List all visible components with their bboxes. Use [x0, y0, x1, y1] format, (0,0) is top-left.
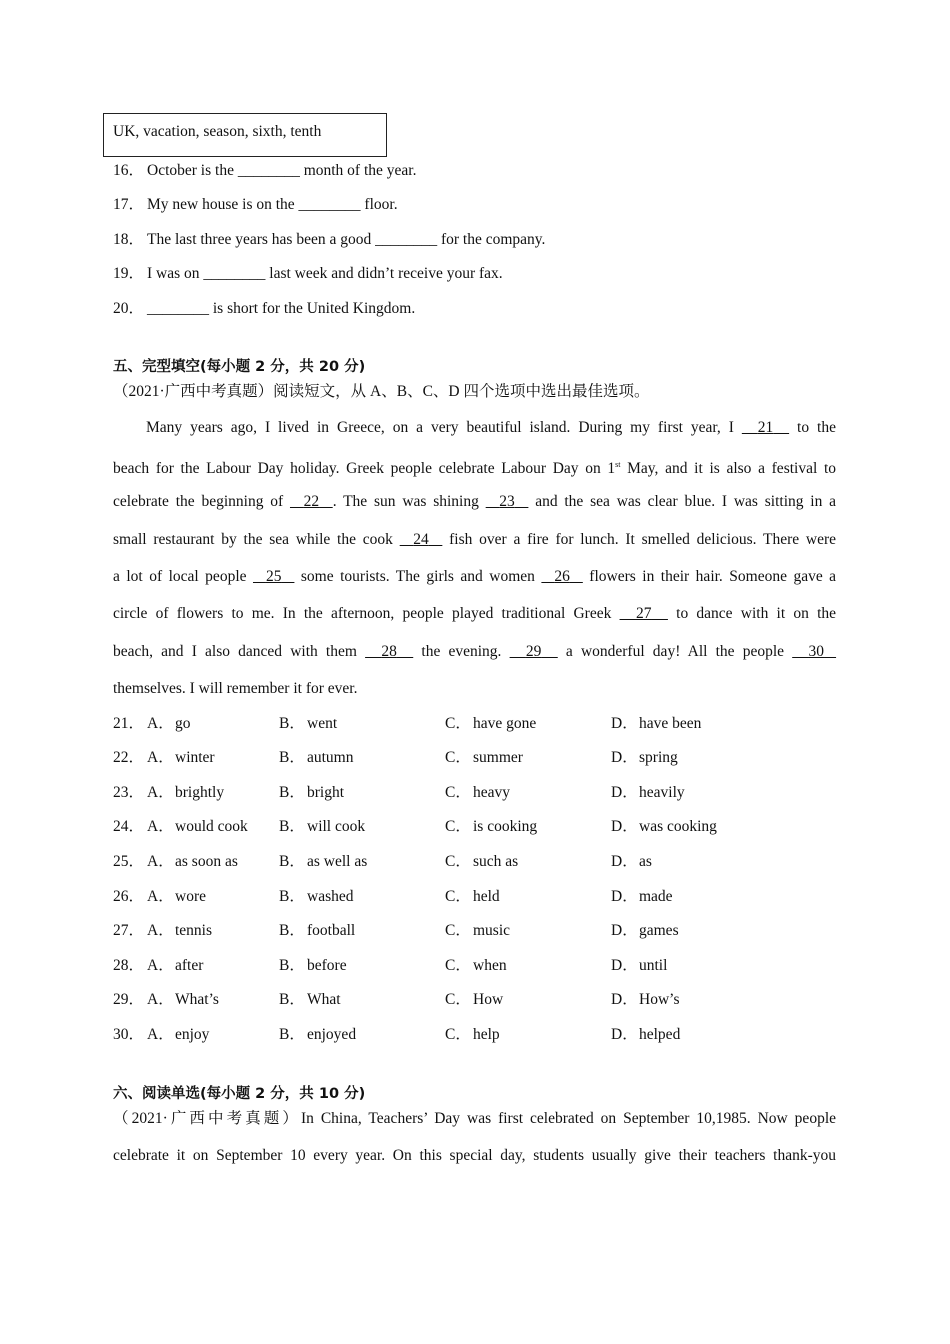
- passage-text: circle of flowers to me. In the afternoon, people played traditional Greek: [113, 605, 620, 622]
- blank-number: 27: [635, 605, 652, 622]
- passage-text: a lot of local people: [113, 568, 253, 585]
- option-number: 28．: [113, 957, 145, 974]
- option-letter: D．: [611, 749, 638, 766]
- passage-line: [113, 605, 836, 623]
- question-number: 18．: [113, 231, 145, 248]
- passage-text: celebrate the beginning of: [113, 493, 290, 510]
- option-letter: D．: [611, 922, 638, 939]
- passage-text: some tourists. The girls and women: [294, 568, 542, 585]
- option-c[interactable]: is cooking: [473, 818, 538, 835]
- option-letter: C．: [445, 1026, 471, 1043]
- question-number: 17．: [113, 196, 145, 213]
- passage-line: [113, 456, 836, 478]
- option-number: 25．: [113, 853, 145, 870]
- blank-26[interactable]: [541, 568, 582, 585]
- option-letter: A．: [147, 957, 174, 974]
- option-c[interactable]: such as: [473, 853, 519, 870]
- option-letter: B．: [279, 1026, 305, 1043]
- option-d[interactable]: made: [639, 888, 673, 905]
- blank-number: 24: [413, 531, 429, 548]
- word-box: [103, 113, 387, 157]
- passage-line: [113, 419, 836, 437]
- section-6-line: （2021·广西中考真题）In China, Teachers’ Day was first celebrated on September 10,1985. Now people: [113, 1110, 836, 1127]
- option-number: 27．: [113, 922, 145, 939]
- passage-line: [113, 531, 836, 549]
- passage-text: themselves. I will remember it for ever.: [113, 680, 358, 697]
- option-number: 23．: [113, 784, 145, 801]
- option-letter: A．: [147, 818, 174, 835]
- passage-text: beach for the Labour Day holiday. Greek people celebrate Labour Day on 1: [113, 460, 616, 478]
- passage-text: a wonderful day! All the people: [557, 643, 793, 660]
- passage-text: to the: [789, 419, 836, 436]
- option-b[interactable]: enjoyed: [307, 1026, 357, 1043]
- option-c[interactable]: heavy: [473, 784, 511, 801]
- option-c[interactable]: when: [473, 957, 507, 974]
- passage-text: the evening.: [413, 643, 510, 660]
- option-d[interactable]: spring: [639, 749, 678, 766]
- option-letter: B．: [279, 853, 305, 870]
- option-letter: A．: [147, 922, 174, 939]
- option-letter: A．: [147, 715, 174, 732]
- option-c[interactable]: summer: [473, 749, 523, 766]
- question-text: I was on ________ last week and didn’t receive your fax.: [147, 265, 503, 282]
- option-c[interactable]: help: [473, 1026, 500, 1043]
- blank-number: 22: [303, 493, 320, 510]
- option-a[interactable]: go: [175, 715, 191, 732]
- option-number: 29．: [113, 991, 145, 1008]
- option-b[interactable]: bright: [307, 784, 345, 801]
- option-letter: D．: [611, 715, 638, 732]
- option-letter: C．: [445, 818, 471, 835]
- option-letter: B．: [279, 888, 305, 905]
- option-letter: C．: [445, 784, 471, 801]
- option-b[interactable]: as well as: [307, 853, 368, 870]
- passage-text: flowers in their hair. Someone gave a: [582, 568, 837, 585]
- option-letter: B．: [279, 922, 305, 939]
- option-c[interactable]: have gone: [473, 715, 537, 732]
- option-letter: C．: [445, 853, 471, 870]
- blank-number: 23: [499, 493, 515, 510]
- passage-line: [113, 568, 836, 586]
- option-letter: B．: [279, 957, 305, 974]
- question-text: The last three years has been a good ________ for the company.: [147, 231, 546, 248]
- option-b[interactable]: What: [307, 991, 341, 1008]
- option-letter: D．: [611, 818, 638, 835]
- blank-23[interactable]: [486, 493, 529, 510]
- option-a[interactable]: wore: [175, 888, 206, 905]
- option-a[interactable]: enjoy: [175, 1026, 210, 1043]
- option-b[interactable]: before: [307, 957, 347, 974]
- section-5-intro: （2021·广西中考真题）阅读短文，从 A、B、C、D 四个选项中选出最佳选项。: [113, 383, 650, 400]
- option-letter: B．: [279, 749, 305, 766]
- superscript: st: [615, 460, 621, 469]
- option-c[interactable]: held: [473, 888, 500, 905]
- option-letter: C．: [445, 957, 471, 974]
- option-number: 24．: [113, 818, 145, 835]
- option-a[interactable]: as soon as: [175, 853, 238, 870]
- option-letter: A．: [147, 888, 174, 905]
- option-b[interactable]: washed: [307, 888, 354, 905]
- blank-number: 25: [265, 568, 282, 585]
- option-a[interactable]: would cook: [175, 818, 248, 835]
- option-letter: B．: [279, 991, 305, 1008]
- option-letter: D．: [611, 991, 638, 1008]
- option-d[interactable]: have been: [639, 715, 702, 732]
- passage-text: small restaurant by the sea while the cook: [113, 531, 400, 548]
- question-text: October is the ________ month of the year.: [147, 162, 417, 179]
- question-number: 16．: [113, 162, 145, 179]
- option-letter: C．: [445, 749, 471, 766]
- blank-28[interactable]: [365, 643, 413, 660]
- passage-line: [113, 643, 836, 661]
- question-number: 19．: [113, 265, 145, 282]
- passage-text: and the sea was clear blue. I was sitting in a: [528, 493, 837, 510]
- option-letter: D．: [611, 784, 638, 801]
- option-number: 26．: [113, 888, 145, 905]
- option-d[interactable]: games: [639, 922, 679, 939]
- question-number: 20．: [113, 300, 145, 317]
- blank-22[interactable]: [290, 493, 333, 510]
- option-letter: B．: [279, 715, 305, 732]
- option-c[interactable]: music: [473, 922, 511, 939]
- passage-text: to dance with it on the: [667, 605, 837, 622]
- option-a[interactable]: winter: [175, 749, 215, 766]
- option-b[interactable]: went: [307, 715, 338, 732]
- option-letter: A．: [147, 784, 174, 801]
- passage-line: [113, 680, 357, 698]
- option-d[interactable]: heavily: [639, 784, 685, 801]
- option-a[interactable]: tennis: [175, 922, 213, 939]
- option-letter: A．: [147, 853, 174, 870]
- option-letter: C．: [445, 922, 471, 939]
- section-6-line: celebrate it on September 10 every year. On this special day, students usually give their teachers thank-you: [113, 1147, 836, 1164]
- option-letter: A．: [147, 991, 174, 1008]
- blank-number: 28: [381, 643, 397, 660]
- option-d[interactable]: helped: [639, 1026, 681, 1043]
- option-a[interactable]: What’s: [175, 991, 219, 1008]
- option-d[interactable]: until: [639, 957, 668, 974]
- option-letter: B．: [279, 784, 305, 801]
- section-5-title: 五、完型填空(每小题 2 分，共 20 分): [113, 359, 366, 375]
- option-number: 21．: [113, 715, 145, 732]
- word-box-text: UK, vacation, season, sixth, tenth: [113, 123, 322, 140]
- option-letter: C．: [445, 888, 471, 905]
- question-text: My new house is on the ________ floor.: [147, 196, 398, 213]
- blank-24[interactable]: [400, 531, 443, 548]
- option-number: 22．: [113, 749, 145, 766]
- option-letter: B．: [279, 818, 305, 835]
- blank-number: 29: [525, 643, 542, 660]
- blank-number: 21: [757, 419, 774, 436]
- option-number: 30．: [113, 1026, 145, 1043]
- option-letter: A．: [147, 1026, 174, 1043]
- option-letter: C．: [445, 991, 471, 1008]
- blank-number: 26: [554, 568, 570, 585]
- option-letter: D．: [611, 1026, 638, 1043]
- option-b[interactable]: autumn: [307, 749, 354, 766]
- option-letter: D．: [611, 957, 638, 974]
- option-a[interactable]: brightly: [175, 784, 225, 801]
- passage-text: beach, and I also danced with them: [113, 643, 366, 660]
- option-d[interactable]: How’s: [639, 991, 680, 1008]
- option-letter: A．: [147, 749, 174, 766]
- option-letter: C．: [445, 715, 471, 732]
- option-b[interactable]: football: [307, 922, 356, 939]
- blank-27[interactable]: [620, 605, 668, 622]
- passage-text: May, and it is also a festival to: [620, 460, 836, 478]
- blank-30[interactable]: [792, 643, 836, 660]
- option-b[interactable]: will cook: [307, 818, 366, 835]
- passage-text: Many years ago, I lived in Greece, on a very beautiful island. During my first year, I: [146, 419, 742, 436]
- blank-21[interactable]: [742, 419, 789, 436]
- option-c[interactable]: How: [473, 991, 504, 1008]
- option-letter: D．: [611, 888, 638, 905]
- blank-29[interactable]: [510, 643, 558, 660]
- option-d[interactable]: was cooking: [639, 818, 717, 835]
- option-letter: D．: [611, 853, 638, 870]
- passage-text: . The sun was shining: [332, 493, 486, 510]
- option-a[interactable]: after: [175, 957, 204, 974]
- passage-line: [113, 493, 836, 511]
- passage-text: fish over a fire for lunch. It smelled delicious. There were: [442, 531, 837, 548]
- question-text: ________ is short for the United Kingdom.: [147, 300, 416, 317]
- section-6-title: 六、阅读单选(每小题 2 分，共 10 分): [113, 1086, 366, 1102]
- blank-25[interactable]: [253, 568, 294, 585]
- blank-number: 30: [808, 643, 825, 660]
- option-d[interactable]: as: [639, 853, 652, 870]
